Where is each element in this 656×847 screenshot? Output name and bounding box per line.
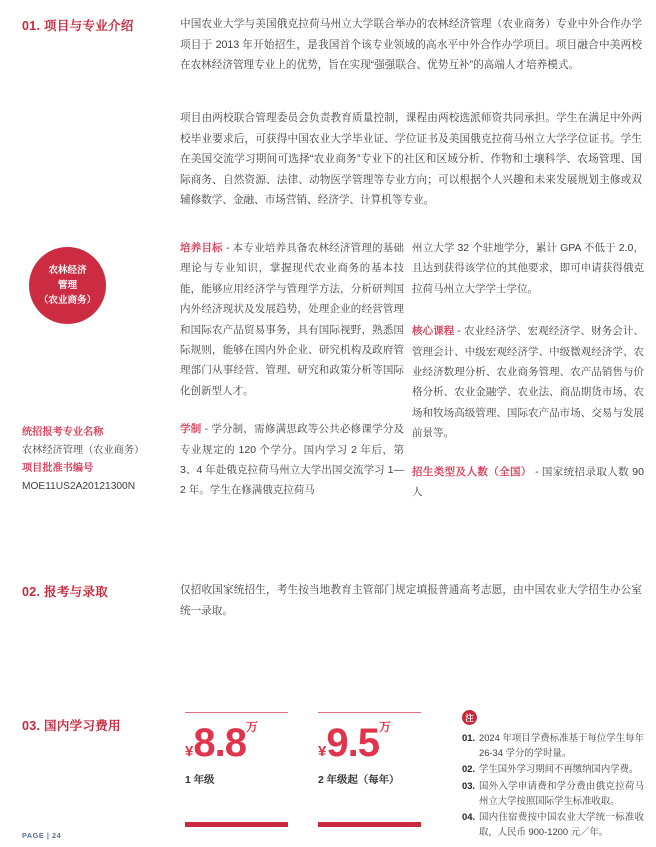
detail-column-middle xyxy=(180,238,404,501)
section-03-heading: 03. 国内学习费用 xyxy=(22,719,121,733)
fee-card-bottom-rule xyxy=(185,822,288,827)
note-index: 01. xyxy=(462,732,476,743)
note-item xyxy=(462,730,644,760)
training-goal-separator: - xyxy=(222,242,233,254)
major-badge-line-1: 农林经济 xyxy=(48,265,87,276)
note-item xyxy=(462,761,644,776)
notes-badge-icon: 注 xyxy=(462,710,477,725)
enrollment-block xyxy=(412,462,644,503)
section-01-paragraph-2: 项目由两校联合管理委员会负责教育质量控制，课程由两校选派师资共同承担。学生在满足中外两校毕业要求后，可获得中国农业大学毕业证、学位证书及美国俄克拉荷马州立大学学位证书。学生在美国交流学习期间可选择“农业商务”专业下的社区和区域分析、作物和土壤科学、农场管理、国际商务、自然资源、法律、动物医学管理等专业方向；可以根据个人兴趣和未来发展规划主修或双辅修数学、金融、市场营销、经济学、计算机等专业。 xyxy=(180,112,642,206)
note-text: 学生国外学习期间不再缴纳国内学费。 xyxy=(479,763,639,775)
note-text: 2024 年项目学费标准基于每位学生每年 26-34 学分的学时量。 xyxy=(479,732,644,759)
note-item xyxy=(462,809,644,839)
note-text: 国外入学申请费和学分费由俄克拉荷马州立大学按照国际学生标准收取。 xyxy=(479,779,644,806)
major-badge-line-2: 管理 xyxy=(57,280,78,291)
section-01-paragraph-1: 中国农业大学与美国俄克拉荷马州立大学联合举办的农林经济管理（农业商务）专业中外合作办学项目于 2013 年开始招生，是我国首个该专业领域的高水平中外合作办学项目。项目融合中美两校在农林经济管理专业上的优势，旨在实现“强强联合、优势互补”的高端人才培养模式。 xyxy=(180,18,642,71)
fee-label: 2 年级起（每年） xyxy=(318,775,400,787)
academic-system-continuation-text: 州立大学 32 个驻地学分，累计 GPA 不低于 2.0，且达到获得该学位的其他要求，即可申请获得俄克拉荷马州立大学学士学位。 xyxy=(412,242,644,295)
major-name-value: 农林经济管理（农业商务） xyxy=(22,445,145,456)
core-courses-key: 核心课程 xyxy=(412,325,455,338)
program-meta-block xyxy=(22,424,172,496)
approval-number-label: 项目批准书编号 xyxy=(22,463,94,474)
section-02-heading: 02. 报考与录取 xyxy=(22,585,109,599)
fee-card-year-2-plus xyxy=(318,712,421,786)
fee-card-bottom-rule xyxy=(318,822,421,827)
core-courses-block xyxy=(412,321,644,443)
note-index: 04. xyxy=(462,811,476,823)
section-01-heading: 01. 项目与专业介绍 xyxy=(22,19,134,33)
academic-system-block xyxy=(180,419,404,501)
footer-page-number: PAGE | 24 xyxy=(22,831,62,840)
fee-amount-unit: 万 xyxy=(378,720,391,735)
notes-box xyxy=(462,710,644,840)
note-index: 03. xyxy=(462,779,476,791)
training-goal-text: 本专业培养具备农林经济管理的基础理论与专业知识，掌握现代农业商务的基本技能，能够应用经济学与管理学方法，分析研判国内外经济现状及发展趋势，处理企业的经营管理和国际农产品贸易事务，具有国际视野，熟悉国际规则，能够在国内外企业、研究机构及政府管理部门从事经营、管理、研究和政策分析等国际化创新型人才。 xyxy=(180,242,404,397)
major-badge-line-3: （农业商务） xyxy=(38,295,97,306)
fee-currency-symbol: ¥ xyxy=(185,743,194,761)
training-goal-key: 培养目标 xyxy=(180,242,223,254)
fee-amount-value: 8.8 xyxy=(193,721,246,766)
note-index: 02. xyxy=(462,763,476,775)
academic-system-text: 学分制，需修满思政等公共必修课学分及专业规定的 120 个学分。国内学习 2 年后，第 3、4 年赴俄克拉荷马州立大学出国交流学习 1—2 年。学生在修满俄克拉荷马 xyxy=(180,423,405,497)
training-goal-block xyxy=(180,238,404,401)
enrollment-separator: - xyxy=(531,465,542,478)
approval-number-value: MOE11US2A20121300N xyxy=(22,481,136,492)
fee-currency-symbol: ¥ xyxy=(318,743,327,761)
major-name-label: 统招报考专业名称 xyxy=(22,427,104,438)
academic-system-key: 学制 xyxy=(180,423,202,436)
fee-card-year-1 xyxy=(185,712,288,786)
section-02-paragraph: 仅招收国家统招生，考生按当地教育主管部门规定填报普通高考志愿，由中国农业大学招生办公室统一录取。 xyxy=(180,584,642,617)
fee-card-top-rule xyxy=(318,712,421,713)
detail-column-right xyxy=(412,238,644,502)
fee-amount-group xyxy=(185,719,288,766)
enrollment-key: 招生类型及人数（全国） xyxy=(412,465,532,478)
core-courses-text: 农业经济学、宏观经济学、财务会计、管理会计、中级宏观经济学、中级微观经济学、农业经济数理分析、农业商务管理、农产品销售与价格分析、农业金融学、农业法、商品期货市场、农场和牧场高级管理、国际农产品市场、交易与发展前景等。 xyxy=(412,325,645,440)
academic-system-continuation xyxy=(412,238,644,299)
enrollment-text: 国家统招录取人数 90 人 xyxy=(412,465,644,499)
note-item xyxy=(462,778,644,808)
fee-amount-unit: 万 xyxy=(245,720,258,735)
fee-card-top-rule xyxy=(185,712,288,713)
fee-amount-group xyxy=(318,719,421,766)
note-text: 国内住宿费按中国农业大学统一标准收取，人民币 900-1200 元／年。 xyxy=(479,811,644,838)
major-badge xyxy=(29,247,106,324)
core-courses-separator: - xyxy=(454,325,464,338)
fee-label: 1 年级 xyxy=(185,775,215,787)
academic-system-separator: - xyxy=(201,423,212,436)
fee-amount-value: 9.5 xyxy=(326,721,379,766)
